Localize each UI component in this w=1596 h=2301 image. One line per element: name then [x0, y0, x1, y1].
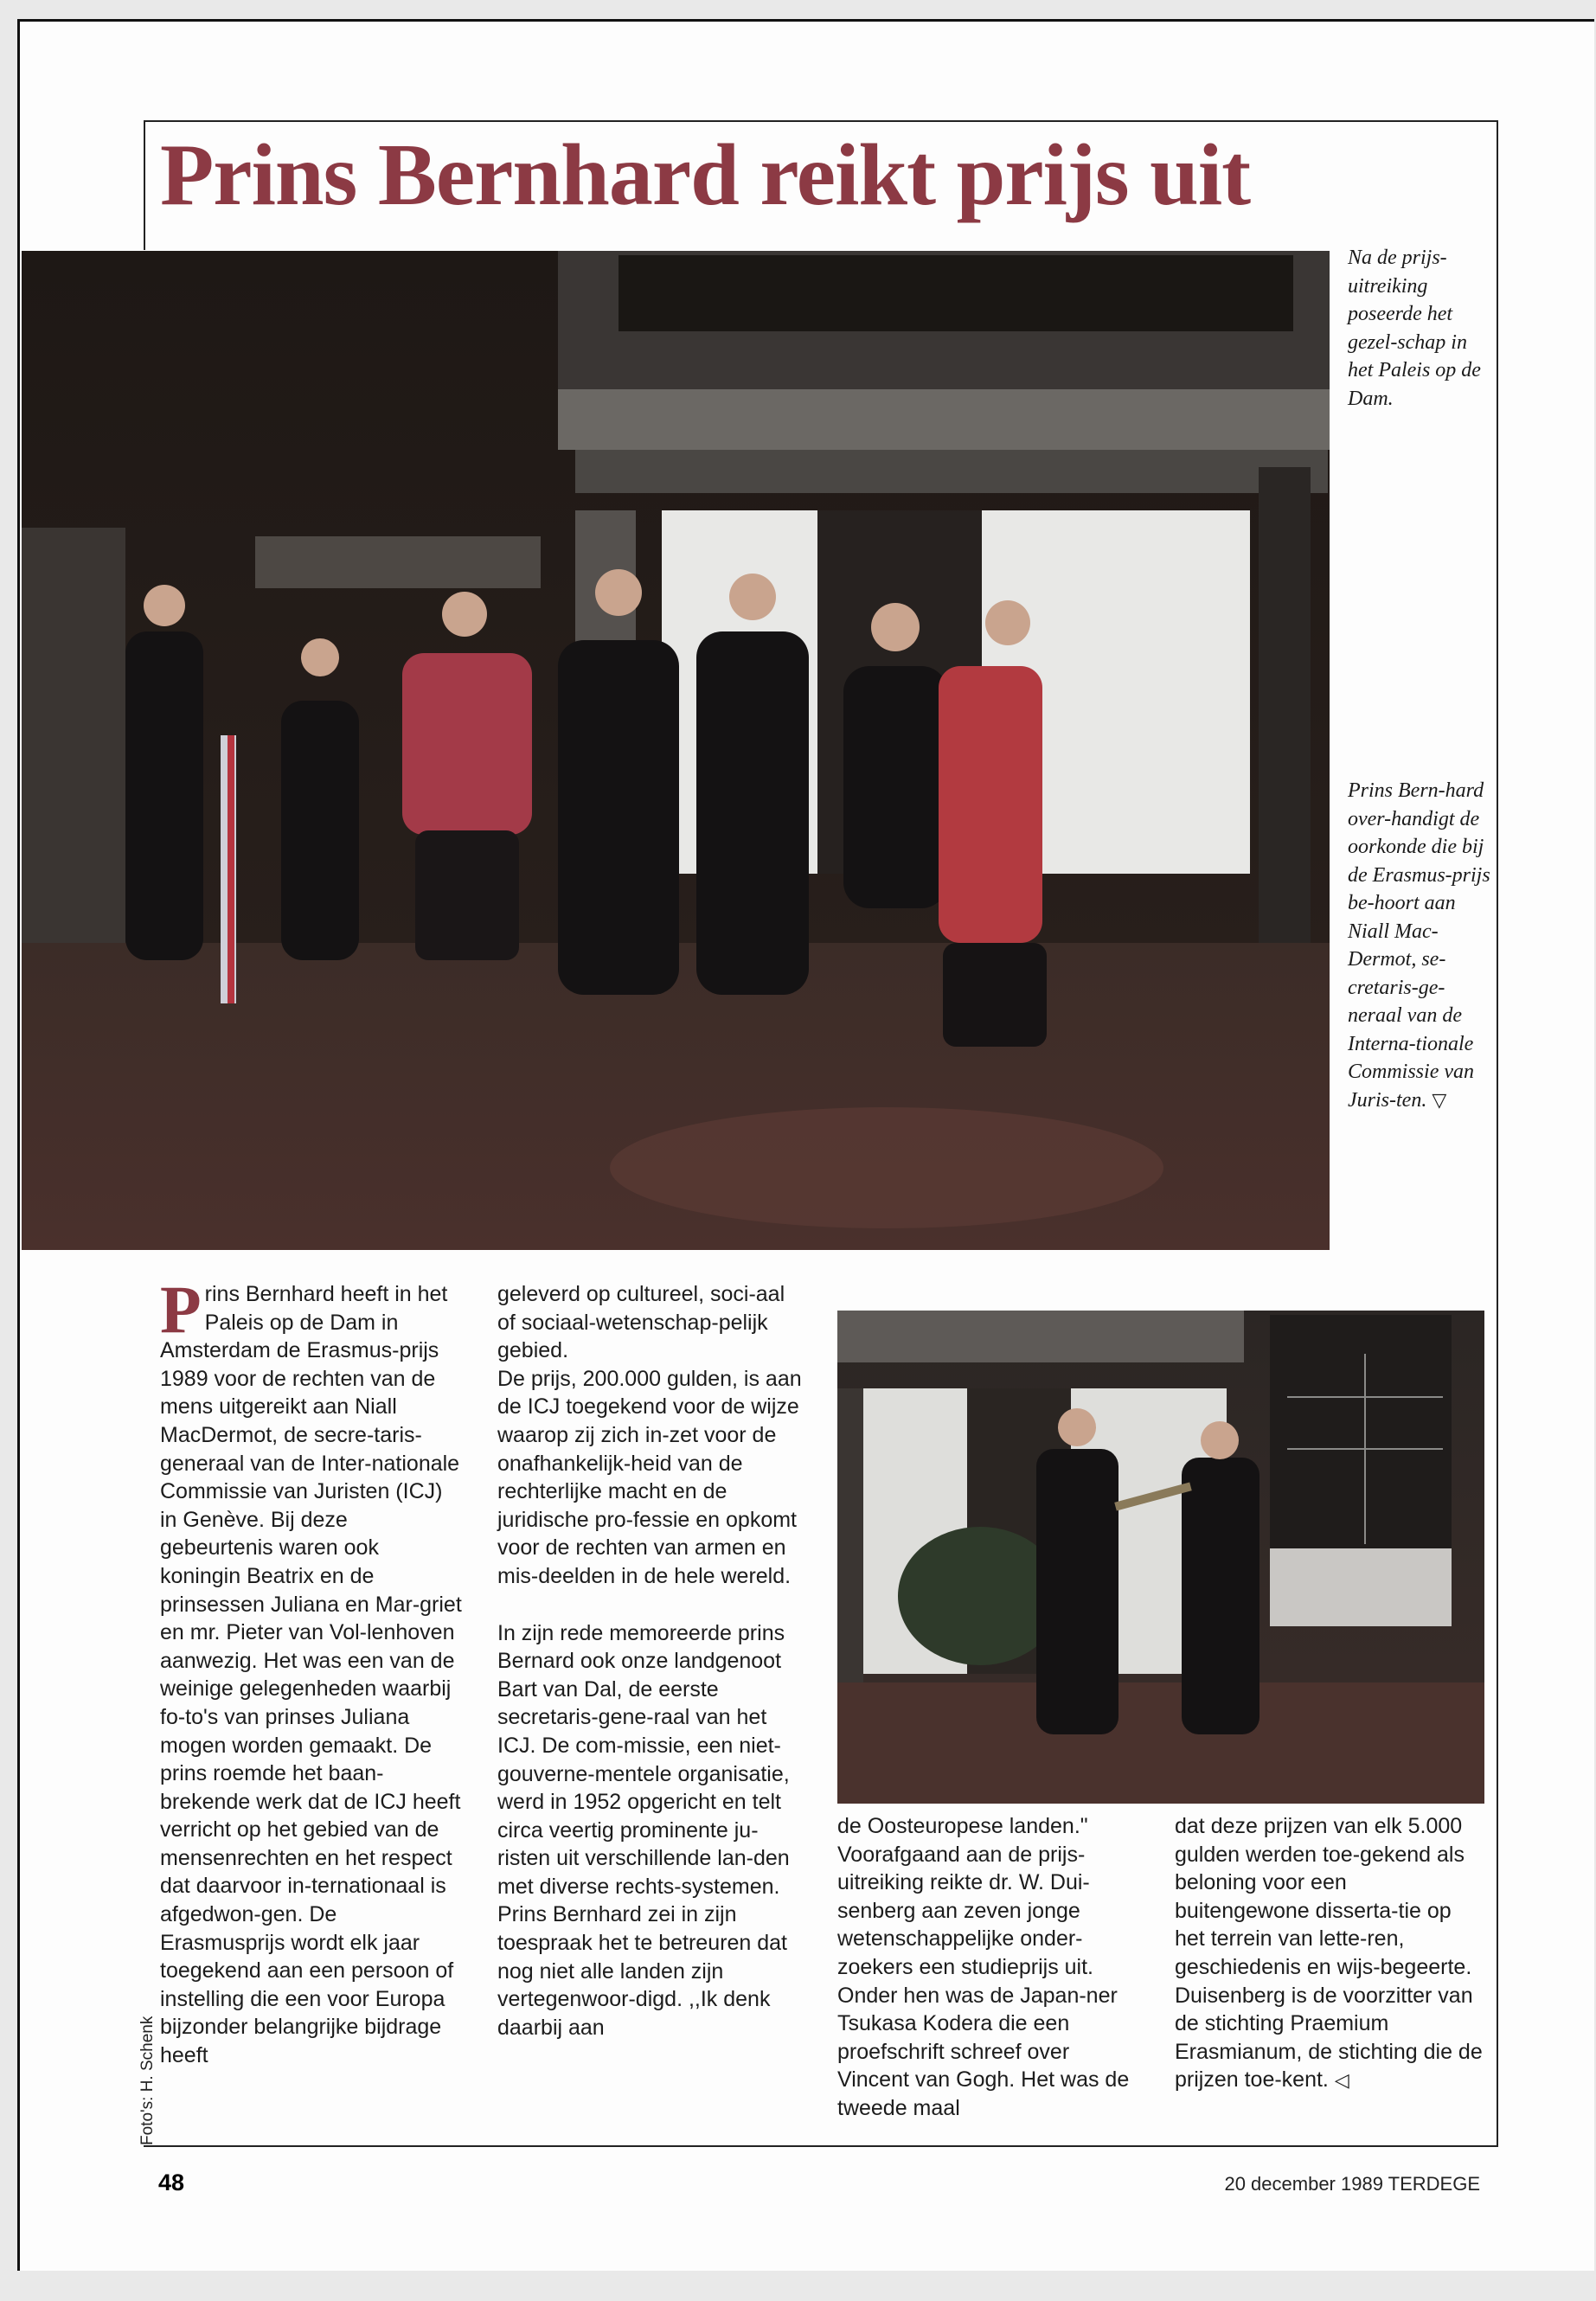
article-column-3 [837, 1812, 1140, 2123]
column-4-paragraph [1175, 1812, 1484, 2096]
frame-top-rule [144, 120, 1498, 122]
group-photo [22, 251, 1330, 1250]
triangle-down-icon: ▽ [1432, 1089, 1447, 1112]
caption-right-text: Prins Bern-hard over-handigt de oorkonde die bij de Erasmus-prijs be-hoort aan Niall Mac-Dermot, se-cretaris-ge-neraal van de Interna-tionale Commissie van Juris-ten. [1348, 779, 1490, 1112]
column-1-text: rins Bernhard heeft in het Paleis op de Dam in Amsterdam de Erasmus-prijs 1989 voor de rechten van de mens uitgereikt aan Niall MacDermot, de secre-taris-generaal van de Inter-nationale Commissie van Juristen (ICJ) in Genève. Bij deze gebeurtenis waren ook koningin Beatrix en de prinsessen Juliana en Mar-griet en mr. Pieter van Vol-lenhoven aanwezig. Het was een van de weinige gelegenheden waarbij fo-to's van prinses Juliana mogen worden gemaakt. De prins roemde het baan-brekende werk dat de ICJ heeft verricht op het gebied van de mensenrechten en het respect dat daarvoor in-ternationaal is afgedwon-gen. De Erasmusprijs wordt elk jaar toegekend aan een persoon of instelling die een voor Europa bijzonder belangrijke bijdrage heeft [160, 1282, 462, 2068]
column-2-paragraph-2: De prijs, 200.000 gulden, is aan de ICJ toegekend voor de wijze waarop zij zich in-zet voor de onafhankelijk-heid van de rechterlijke macht en de juridische pro-fessie en opkomt voor de rechten van armen en mis-deelden in de hele wereld. [497, 1366, 802, 1588]
photo-credit: Foto's: H. Schenk [138, 2016, 157, 2145]
triangle-left-icon: ◁ [1334, 2070, 1349, 2093]
drop-cap: P [160, 1272, 202, 1347]
article-column-1 [160, 1272, 463, 2070]
frame-bottom-rule [144, 2145, 1498, 2147]
frame-right-rule [1497, 120, 1498, 2146]
issue-date: 20 december 1989 TERDEGE [1224, 2173, 1480, 2195]
column-2-paragraph-3: In zijn rede memoreerde prins Bernard ook onze landgenoot Bart van Dal, de eerste secretaris-gene-raal van het ICJ. De com-missie, een niet-gouverne-mentele organisatie, werd in 1952 opgericht en telt circa veertig prominente ju-risten uit verschillende lan-den met diverse rechts-systemen. Prins Bernhard zei in zijn toespraak het te betreuren dat nog niet alle landen zijn vertegenwoor-digd. ,,Ik denk daarbij aan [497, 1620, 790, 2040]
article-title: Prins Bernhard reikt prijs uit [160, 126, 1251, 224]
column-4-text: dat deze prijzen van elk 5.000 gulden werden toe-gekend als beloning voor een buitengewone disserta-tie op het terrein van lette-ren, geschiedenis en wijs-begeerte. Duisenberg is de voorzitter van de stichting Praemium Erasmianum, de stichting die de prijzen toe-kent. [1175, 1814, 1483, 2093]
photo-caption-top [1348, 244, 1495, 413]
caption-top-text: Na de prijs-uitreiking poseerde het gezel-schap in het Paleis op de Dam. [1348, 247, 1481, 410]
column-3-paragraph: de Oosteuropese landen." Voorafgaand aan de prijs-uitreiking reikte dr. W. Dui-senberg aan zeven jonge wetenschappelijke onder-zoekers een studieprijs uit. Onder hen was de Japan-ner Tsukasa Kodera die een proefschrift schreef over Vincent van Gogh. Het was de tweede maal [837, 1814, 1130, 2120]
column-2-paragraph-1: geleverd op cultureel, soci-aal of sociaal-wetenschap-pelijk gebied. [497, 1282, 785, 1363]
photo-caption-right [1348, 777, 1495, 1115]
article-column-2 [497, 1280, 802, 2041]
award-photo [837, 1311, 1484, 1804]
article-column-4 [1175, 1812, 1484, 2096]
page-number: 48 [158, 2170, 185, 2195]
column-1-paragraph [160, 1272, 463, 2070]
frame-left-rule [144, 120, 145, 250]
